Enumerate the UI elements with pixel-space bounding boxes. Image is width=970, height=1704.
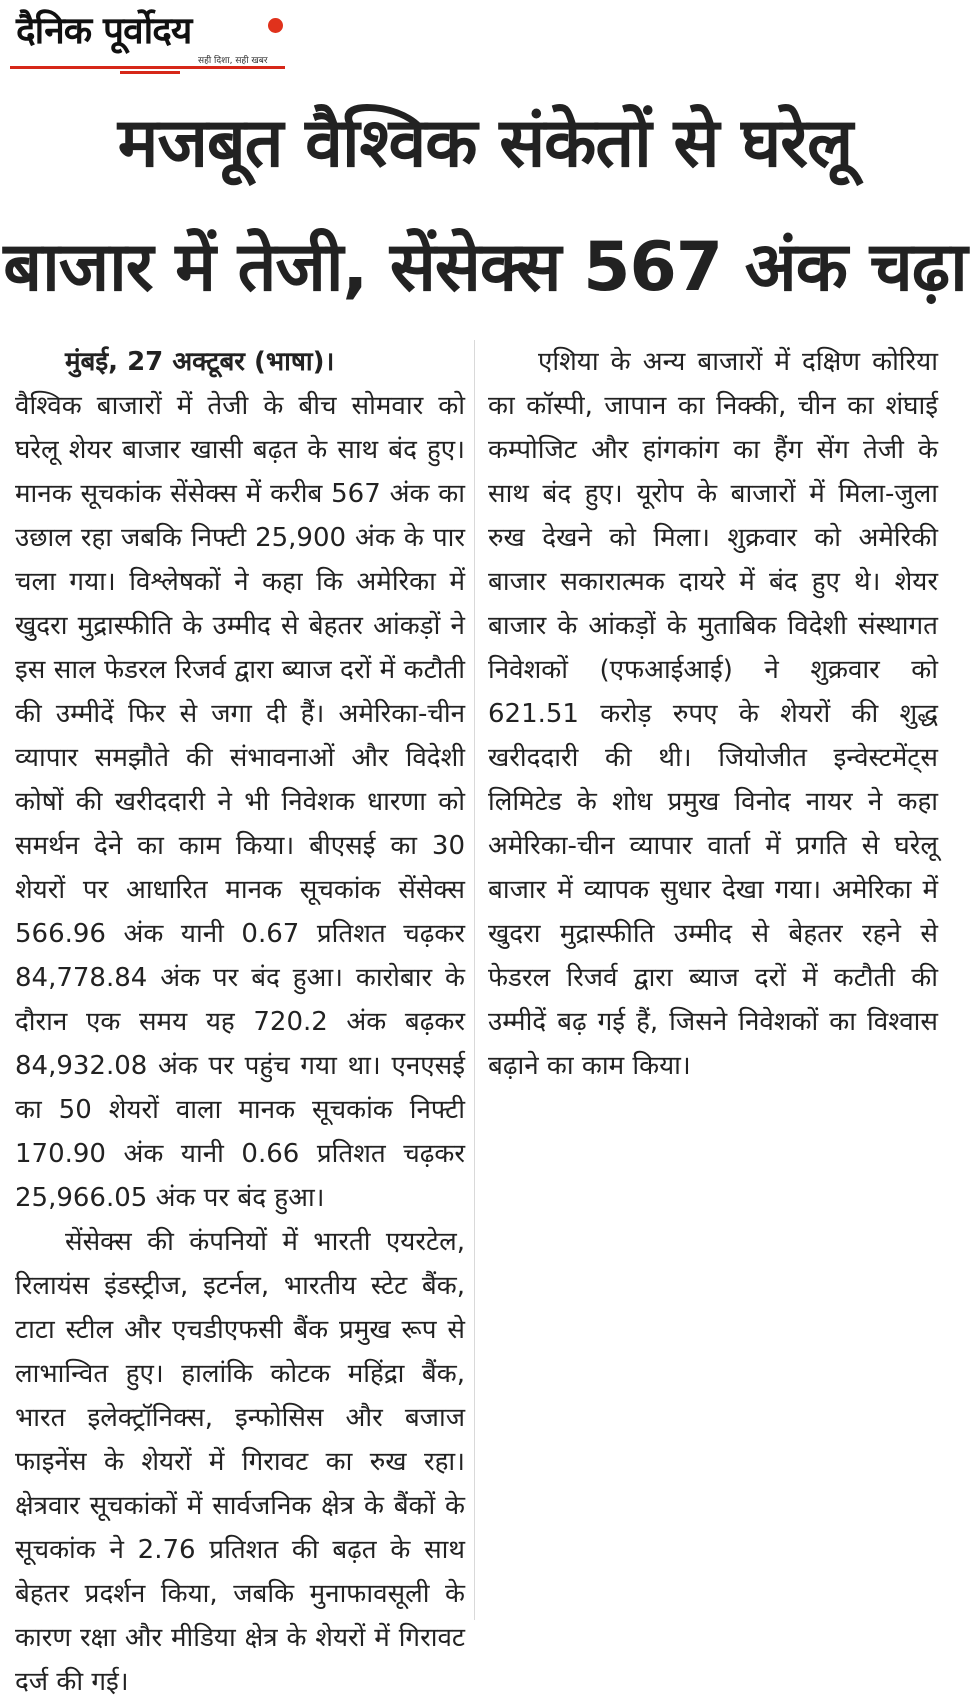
article-paragraph-3: एशिया के अन्य बाजारों में दक्षिण कोरिया का कॉस्पी, जापान का निक्की, चीन का शंघाई कम्पोजिट और हांगकांग का हैंग सेंग तेजी के साथ बंद हुए। यूरोप के बाजारों में मिला-जुला रुख देखने को मिला। शुक्रवार को अमेरिकी बाजार सकारात्मक दायरे में बंद हुए थे। शेयर बाजार के आंकड़ों के मुताबिक विदेशी संस्थागत निवेशकों (एफआईआई) ने शुक्रवार को 621.51 करोड़ रुपए के शेयरों की शुद्ध खरीददारी की थी। जियोजीत इन्वेस्टमेंट्स लिमिटेड के शोध प्रमुख विनोद नायर ने कहा अमेरिका-चीन व्यापार वार्ता में प्रगति से घरेलू बाजार में व्यापक सुधार देखा गया। अमेरिका में खुदरा मुद्रास्फीति उम्मीद से बेहतर रहने से फेडरल रिजर्व द्वारा ब्याज दरों में कटौती की उम्मीदें बढ़ गई हैं, जिसने निवेशकों का विश्वास बढ़ाने का काम किया। [488,347,938,1081]
article-headline [0,82,970,330]
masthead-tagline: सही दिशा, सही खबर [198,56,268,66]
article-paragraph-2: सेंसेक्स की कंपनियों में भारती एयरटेल, रिलायंस इंडस्ट्रीज, इटर्नल, भारतीय स्टेट बैंक, टाटा स्टील और एचडीएफसी बैंक प्रमुख रूप से लाभान्वित हुए। हालांकि कोटक महिंद्रा बैंक, भारत इलेक्ट्रॉनिक्स, इन्फोसिस और बजाज फाइनेंस के शेयरों में गिरावट का रुख रहा। क्षेत्रवार सूचकांकों में सार्वजनिक क्षेत्र के बैंकों के सूचकांक ने 2.76 प्रतिशत की बढ़त के साथ बेहतर प्रदर्शन किया, जबकि मुनाफावसूली के कारण रक्षा और मीडिया क्षेत्र के शेयरों में गिरावट दर्ज की गई। [15,1227,465,1697]
logo-dot-icon [268,18,283,33]
masthead-subrule [120,71,180,74]
dateline [15,340,465,384]
masthead [10,8,285,70]
newspaper-logo: दैनिक पूर्वोदय [16,9,192,52]
headline-line-2: बाजार में तेजी, सेंसेक्स 567 अंक चढ़ा [3,228,967,307]
column-divider [474,340,475,1620]
article-column-left [15,340,465,1704]
masthead-rule [10,66,285,69]
headline-line-1: मजबूत वैश्विक संकेतों से घरेलू [117,104,853,183]
article-paragraph-1: वैश्विक बाजारों में तेजी के बीच सोमवार को घरेलू शेयर बाजार खासी बढ़त के साथ बंद हुए। मानक सूचकांक सेंसेक्स में करीब 567 अंक का उछाल रहा जबकि निफ्टी 25,900 अंक के पार चला गया। विश्लेषकों ने कहा कि अमेरिका में खुदरा मुद्रास्फीति के उम्मीद से बेहतर आंकड़ों ने इस साल फेडरल रिजर्व द्वारा ब्याज दरों में कटौती की उम्मीदें फिर से जगा दी हैं। अमेरिका-चीन व्यापार समझौते की संभावनाओं और विदेशी कोषों की खरीददारी ने भी निवेशक धारणा को समर्थन देने का काम किया। बीएसई का 30 शेयरों पर आधारित मानक सूचकांक सेंसेक्स 566.96 अंक यानी 0.67 प्रतिशत चढ़कर 84,778.84 अंक पर बंद हुआ। कारोबार के दौरान एक समय यह 720.2 अंक बढ़कर 84,932.08 अंक पर पहुंच गया था। एनएसई का 50 शेयरों वाला मानक सूचकांक निफ्टी 170.90 अंक यानी 0.66 प्रतिशत चढ़कर 25,966.05 अंक पर बंद हुआ। [15,391,465,1213]
dateline-text: मुंबई, 27 अक्टूबर (भाषा)। [65,347,335,377]
article-column-right [488,340,938,1088]
